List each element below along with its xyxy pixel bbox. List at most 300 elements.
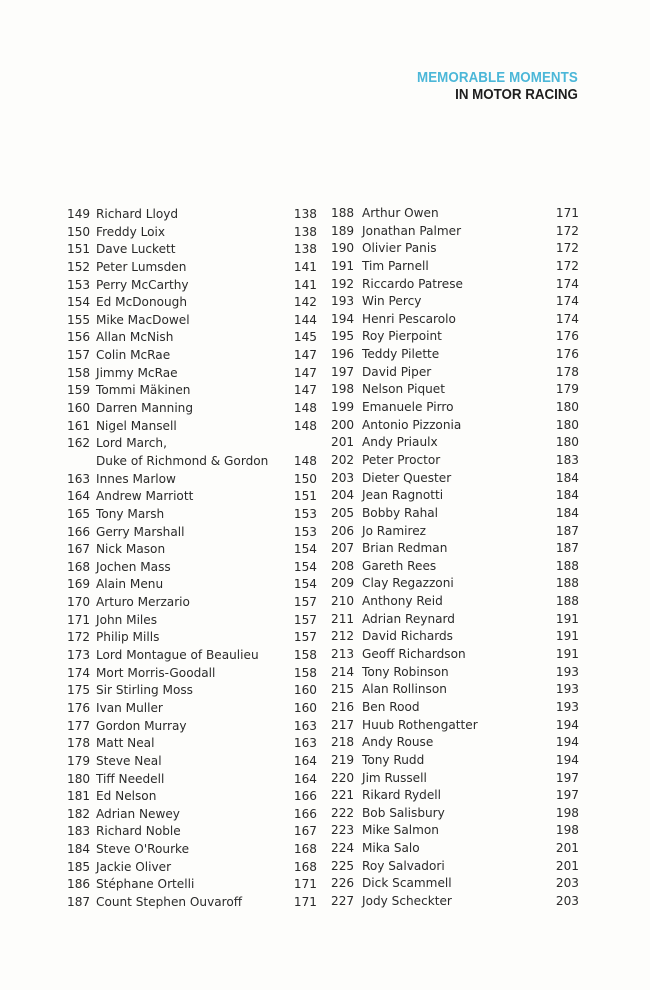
index-entry [331, 575, 579, 593]
entry-page-number: 153 [293, 506, 317, 521]
entry-page-number: 154 [293, 559, 317, 574]
entry-name: Andy Rouse [362, 735, 434, 750]
entry-page-number: 158 [293, 665, 317, 680]
index-entry [67, 806, 317, 824]
entry-page-number: 188 [555, 576, 579, 591]
entry-number: 205 [331, 505, 355, 520]
entry-name: Adrian Reynard [362, 611, 455, 626]
entry-page-number: 154 [293, 542, 317, 557]
entry-number: 193 [331, 294, 355, 309]
entry-name: Tony Rudd [362, 752, 425, 767]
entry-number: 191 [331, 258, 355, 273]
entry-page-number: 188 [555, 594, 579, 609]
entry-number: 158 [67, 365, 91, 380]
entry-page-number: 171 [293, 877, 317, 892]
entry-name: Jim Russell [362, 770, 427, 785]
index-entry [67, 294, 317, 312]
entry-page-number: 142 [293, 295, 317, 310]
entry-number: 176 [67, 700, 91, 715]
entry-name: Dick Scammell [362, 876, 452, 891]
index-entry [67, 524, 317, 542]
index-entry [331, 328, 579, 346]
entry-number: 220 [331, 770, 355, 785]
entry-page-number: 194 [555, 752, 579, 767]
entry-page-number: 148 [293, 453, 317, 468]
entry-name: Steve Neal [96, 753, 162, 768]
entry-number: 201 [331, 435, 355, 450]
entry-page-number: 184 [555, 470, 579, 485]
entry-name: Jackie Oliver [96, 859, 172, 874]
entry-page-number: 201 [555, 841, 579, 856]
entry-number: 181 [67, 789, 91, 804]
index-entry [67, 665, 317, 683]
index-entry [331, 664, 579, 682]
index-entry [331, 875, 579, 893]
entry-number: 154 [67, 295, 91, 310]
entry-name: Bobby Rahal [362, 505, 439, 520]
entry-name: Ivan Muller [96, 700, 163, 715]
entry-name: Brian Redman [362, 541, 448, 556]
entry-number: 187 [67, 894, 91, 909]
entry-number: 175 [67, 683, 91, 698]
entry-page-number: 172 [555, 258, 579, 273]
entry-page-number: 194 [555, 717, 579, 732]
entry-number: 174 [67, 665, 91, 680]
entry-name: Roy Pierpoint [362, 329, 442, 344]
entry-name: Adrian Newey [96, 806, 180, 821]
index-entry [331, 840, 579, 858]
entry-name: Jody Scheckter [362, 893, 452, 908]
entry-number: 221 [331, 788, 355, 803]
entry-number: 212 [331, 629, 355, 644]
index-entry [67, 488, 317, 506]
index-entry [331, 681, 579, 699]
entry-page-number: 154 [293, 577, 317, 592]
entry-page-number: 138 [293, 224, 317, 239]
entry-page-number: 151 [293, 489, 317, 504]
index-entry [67, 700, 317, 718]
entry-page-number: 172 [555, 223, 579, 238]
entry-name: Peter Lumsden [96, 259, 187, 274]
entry-page-number: 191 [555, 629, 579, 644]
entry-page-number: 188 [555, 558, 579, 573]
entry-page-number: 174 [555, 311, 579, 326]
entry-page-number: 164 [293, 753, 317, 768]
index-entry [67, 506, 317, 524]
entry-number: 189 [331, 223, 355, 238]
index-entry [67, 718, 317, 736]
entry-page-number: 183 [555, 452, 579, 467]
entry-number: 213 [331, 647, 355, 662]
index-entry [331, 717, 579, 735]
entry-number: 190 [331, 241, 355, 256]
entry-name: Alan Rollinson [362, 682, 447, 697]
entry-number: 155 [67, 312, 91, 327]
entry-name: Mike Salmon [362, 823, 439, 838]
entry-name: Richard Lloyd [96, 207, 179, 221]
entry-number: 227 [331, 893, 355, 908]
entry-number: 196 [331, 347, 355, 362]
index-entry [67, 277, 317, 295]
entry-number: 208 [331, 558, 355, 573]
index-entry [331, 434, 579, 452]
index-entry [67, 347, 317, 365]
entry-page-number: 176 [555, 329, 579, 344]
entry-name: Jo Ramirez [362, 523, 426, 538]
entry-number: 203 [331, 470, 355, 485]
index-entry [331, 734, 579, 752]
entry-number: 185 [67, 859, 91, 874]
index-entry [331, 628, 579, 646]
entry-number: 162 [67, 436, 91, 451]
index-entry [331, 593, 579, 611]
index-entry [331, 258, 579, 276]
entry-page-number: 167 [293, 824, 317, 839]
entry-page-number: 166 [293, 789, 317, 804]
entry-number: 161 [67, 418, 91, 433]
entry-name: Stéphane Ortelli [96, 877, 195, 892]
entry-number: 178 [67, 736, 91, 751]
entry-name: Dieter Quester [362, 470, 452, 485]
index-entry [67, 418, 317, 436]
entry-number: 177 [67, 718, 91, 733]
entry-name: Roy Salvadori [362, 858, 445, 873]
entry-number: 170 [67, 595, 91, 610]
entry-name: Andy Priaulx [362, 435, 438, 450]
index-entry [331, 417, 579, 435]
entry-page-number: 197 [555, 770, 579, 785]
entry-number: 217 [331, 717, 355, 732]
entry-name: Teddy Pilette [362, 347, 440, 362]
entry-page-number: 138 [293, 207, 317, 221]
index-entry [67, 859, 317, 877]
entry-name: Count Stephen Ouvaroff [96, 894, 243, 909]
entry-page-number: 197 [555, 788, 579, 803]
entry-number: 173 [67, 648, 91, 663]
entry-number: 160 [67, 401, 91, 416]
running-header [403, 70, 578, 104]
entry-name: Emanuele Pirro [362, 400, 454, 415]
entry-number: 214 [331, 664, 355, 679]
entry-page-number: 193 [555, 682, 579, 697]
entry-page-number: 184 [555, 505, 579, 520]
entry-page-number: 160 [293, 683, 317, 698]
index-entry [67, 435, 317, 453]
entry-page-number: 158 [293, 648, 317, 663]
index-entry [331, 752, 579, 770]
entry-name: Ed Nelson [96, 789, 157, 804]
entry-page-number: 178 [555, 364, 579, 379]
entry-number: 226 [331, 876, 355, 891]
index-entry [67, 224, 317, 242]
entry-name: Matt Neal [96, 736, 155, 751]
entry-page-number: 174 [555, 294, 579, 309]
entry-page-number: 176 [555, 347, 579, 362]
entry-name: John Miles [96, 612, 158, 627]
entry-name: Gareth Rees [362, 558, 437, 573]
entry-number: 179 [67, 753, 91, 768]
entry-number: 159 [67, 383, 91, 398]
entry-number: 152 [67, 259, 91, 274]
entry-page-number: 144 [293, 312, 317, 327]
entry-name: Arthur Owen [362, 206, 439, 220]
entry-name: Ed McDonough [96, 295, 188, 310]
entry-name: Mike MacDowel [96, 312, 190, 327]
entry-page-number: 166 [293, 806, 317, 821]
entry-page-number: 148 [293, 401, 317, 416]
entry-number: 167 [67, 542, 91, 557]
index-entry [331, 487, 579, 505]
entry-name: Alain Menu [96, 577, 164, 592]
index-entry [331, 205, 579, 223]
index-entry [67, 823, 317, 841]
entry-name: Dave Luckett [96, 242, 176, 257]
entry-page-number: 179 [555, 382, 579, 397]
index-entry [331, 893, 579, 911]
index-entry [331, 240, 579, 258]
index-entry [331, 540, 579, 558]
index-entry [331, 381, 579, 399]
entry-number: 222 [331, 805, 355, 820]
index-column-left [67, 206, 317, 912]
entry-number: 153 [67, 277, 91, 292]
index-entry [331, 558, 579, 576]
entry-name: Nigel Mansell [96, 418, 177, 433]
entry-name: Jonathan Palmer [362, 223, 462, 238]
entry-page-number: 171 [555, 206, 579, 220]
header-title-line1: MEMORABLE MOMENTS [417, 70, 578, 86]
entry-page-number: 141 [293, 259, 317, 274]
entry-page-number: 163 [293, 736, 317, 751]
entry-page-number: 187 [555, 541, 579, 556]
index-entry [67, 682, 317, 700]
entry-number: 195 [331, 329, 355, 344]
entry-name: Darren Manning [96, 401, 194, 416]
entry-name: David Richards [362, 629, 453, 644]
entry-name: Gordon Murray [96, 718, 187, 733]
index-entry [67, 576, 317, 594]
entry-name: Bob Salisbury [362, 805, 445, 820]
entry-page-number: 203 [555, 893, 579, 908]
index-entry [67, 788, 317, 806]
entry-name: Ben Rood [362, 699, 420, 714]
entry-name: Colin McRae [96, 348, 171, 363]
entry-name: Peter Proctor [362, 452, 441, 467]
entry-page-number: 148 [293, 418, 317, 433]
entry-number: 186 [67, 877, 91, 892]
entry-page-number: 141 [293, 277, 317, 292]
index-entry [331, 787, 579, 805]
entry-page-number: 168 [293, 859, 317, 874]
entry-page-number: 147 [293, 383, 317, 398]
entry-page-number: 171 [293, 894, 317, 909]
index-entry [67, 312, 317, 330]
entry-name: Riccardo Patrese [362, 276, 463, 291]
entry-number: 183 [67, 824, 91, 839]
index-entry [331, 364, 579, 382]
entry-number: 172 [67, 630, 91, 645]
entry-name: Huub Rothengatter [362, 717, 478, 732]
entry-page-number: 157 [293, 612, 317, 627]
entry-page-number: 168 [293, 842, 317, 857]
entry-page-number: 201 [555, 858, 579, 873]
entry-number: 206 [331, 523, 355, 538]
entry-number: 216 [331, 699, 355, 714]
entry-name: Anthony Reid [362, 594, 443, 609]
entry-number: 202 [331, 452, 355, 467]
entry-number: 225 [331, 858, 355, 873]
entry-number: 218 [331, 735, 355, 750]
entry-name: Jimmy McRae [96, 365, 178, 380]
index-entry [331, 646, 579, 664]
entry-page-number: 191 [555, 611, 579, 626]
entry-name: Andrew Marriott [96, 489, 194, 504]
index-entry [67, 453, 317, 471]
index-entry [331, 523, 579, 541]
entry-name: Jean Ragnotti [362, 488, 444, 503]
index-entry [331, 276, 579, 294]
index-entry [331, 346, 579, 364]
index-entry [67, 647, 317, 665]
index-entry [331, 770, 579, 788]
index-column-right [331, 205, 579, 911]
entry-number: 219 [331, 752, 355, 767]
entry-number: 199 [331, 400, 355, 415]
index-entry [331, 858, 579, 876]
entry-name: Allan McNish [96, 330, 174, 345]
index-entry [67, 594, 317, 612]
entry-number: 157 [67, 348, 91, 363]
entry-number: 207 [331, 541, 355, 556]
entry-number: 188 [331, 206, 355, 220]
entry-page-number: 145 [293, 330, 317, 345]
entry-number: 192 [331, 276, 355, 291]
entry-name: Mika Salo [362, 841, 420, 856]
index-entry [67, 329, 317, 347]
entry-number: 215 [331, 682, 355, 697]
index-entry [331, 293, 579, 311]
entry-number: 165 [67, 506, 91, 521]
entry-number: 150 [67, 224, 91, 239]
entry-name: Lord Montague of Beaulieu [96, 648, 259, 663]
entry-page-number: 180 [555, 400, 579, 415]
index-entry [331, 311, 579, 329]
entry-page-number: 193 [555, 699, 579, 714]
index-entry [331, 699, 579, 717]
entry-page-number: 203 [555, 876, 579, 891]
entry-name: Nick Mason [96, 542, 166, 557]
entry-page-number: 157 [293, 595, 317, 610]
index-entry [67, 259, 317, 277]
entry-page-number: 138 [293, 242, 317, 257]
entry-number: 204 [331, 488, 355, 503]
entry-page-number: 184 [555, 488, 579, 503]
entry-page-number: 198 [555, 823, 579, 838]
index-entry [67, 841, 317, 859]
entry-name: Sir Stirling Moss [96, 683, 193, 698]
index-entry [67, 206, 317, 224]
entry-name: Tiff Needell [96, 771, 165, 786]
index-entry [331, 470, 579, 488]
entry-number: 200 [331, 417, 355, 432]
entry-name: Nelson Piquet [362, 382, 445, 397]
entry-page-number: 198 [555, 805, 579, 820]
index-entry [67, 629, 317, 647]
entry-number: 180 [67, 771, 91, 786]
index-entry [67, 735, 317, 753]
index-entry [67, 753, 317, 771]
index-entry [67, 612, 317, 630]
entry-number: 184 [67, 842, 91, 857]
entry-page-number: 172 [555, 241, 579, 256]
entry-number: 210 [331, 594, 355, 609]
index-entry [331, 223, 579, 241]
entry-name: Freddy Loix [96, 224, 166, 239]
entry-number: 169 [67, 577, 91, 592]
entry-number: 211 [331, 611, 355, 626]
entry-name: Duke of Richmond & Gordon [96, 453, 269, 468]
entry-number: 168 [67, 559, 91, 574]
entry-page-number: 180 [555, 417, 579, 432]
entry-page-number: 157 [293, 630, 317, 645]
entry-name: Lord March, [96, 436, 167, 451]
index-entry [331, 452, 579, 470]
entry-number: 151 [67, 242, 91, 257]
entry-page-number: 180 [555, 435, 579, 450]
entry-page-number: 163 [293, 718, 317, 733]
entry-page-number: 193 [555, 664, 579, 679]
entry-name: Innes Marlow [96, 471, 176, 486]
entry-number: 164 [67, 489, 91, 504]
entry-number: 197 [331, 364, 355, 379]
index-entry [331, 805, 579, 823]
entry-name: David Piper [362, 364, 432, 379]
index-entry [67, 771, 317, 789]
entry-number: 156 [67, 330, 91, 345]
entry-page-number: 191 [555, 647, 579, 662]
entry-name: Tim Parnell [362, 258, 429, 273]
entry-page-number: 153 [293, 524, 317, 539]
index-entry [67, 559, 317, 577]
entry-name: Geoff Richardson [362, 647, 466, 662]
entry-name: Clay Regazzoni [362, 576, 454, 591]
entry-name: Tony Marsh [96, 506, 165, 521]
entry-name: Mort Morris-Goodall [96, 665, 216, 680]
entry-name: Steve O'Rourke [96, 842, 190, 857]
header-title-line2: IN MOTOR RACING [455, 87, 578, 103]
entry-name: Win Percy [362, 294, 422, 309]
entry-number: 166 [67, 524, 91, 539]
index-entry [67, 876, 317, 894]
entry-page-number: 164 [293, 771, 317, 786]
entry-name: Richard Noble [96, 824, 181, 839]
entry-number: 224 [331, 841, 355, 856]
entry-number: 198 [331, 382, 355, 397]
entry-name: Rikard Rydell [362, 788, 441, 803]
index-entry [331, 822, 579, 840]
entry-name: Henri Pescarolo [362, 311, 456, 326]
entry-page-number: 174 [555, 276, 579, 291]
entry-name: Arturo Merzario [96, 595, 190, 610]
index-entry [67, 400, 317, 418]
entry-number: 149 [67, 207, 91, 221]
index-entry [331, 505, 579, 523]
index-entry [331, 611, 579, 629]
entry-page-number: 187 [555, 523, 579, 538]
entry-number: 163 [67, 471, 91, 486]
entry-number: 209 [331, 576, 355, 591]
entry-page-number: 150 [293, 471, 317, 486]
